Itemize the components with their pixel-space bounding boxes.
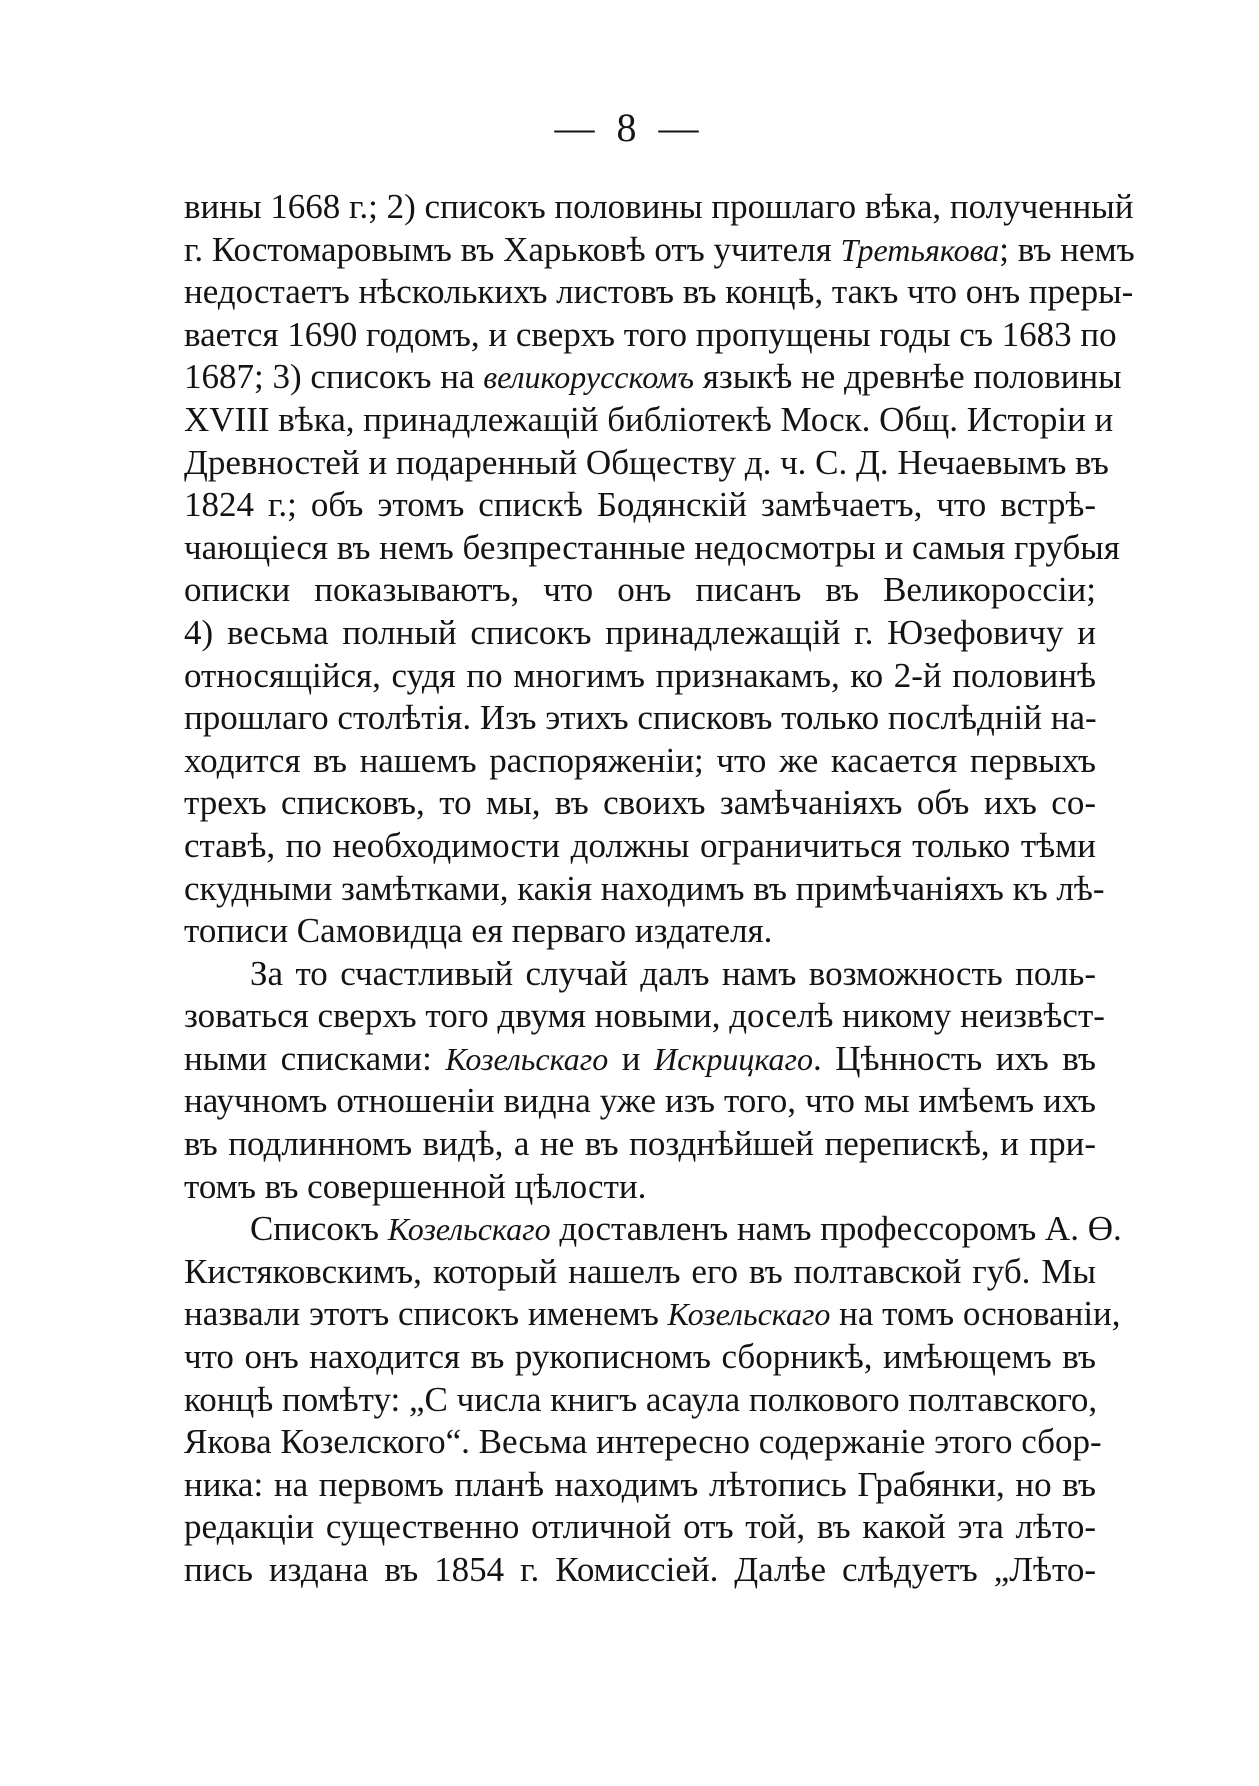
text-line <box>184 1123 1096 1166</box>
text-run: Списокъ <box>250 1209 388 1249</box>
text-line <box>184 186 1134 229</box>
text-run: пись издана въ 1854 г. Комиссіей. Далѣе слѣдуетъ „Лѣто- <box>184 1550 1096 1589</box>
text-run: зоваться сверхъ того двумя новыми, доселѣ никому неизвѣст- <box>184 996 1105 1036</box>
text-line <box>184 314 1117 357</box>
text-line <box>184 484 1096 527</box>
text-run: 4) весьма полный списокъ принадлежащій г. Юзефовичу и <box>184 612 1096 652</box>
text-line <box>184 1464 1096 1507</box>
text-line <box>184 612 1096 655</box>
text-run: ставѣ, по необходимости должны ограничиться только тѣми <box>184 825 1096 865</box>
text-line <box>184 697 1096 740</box>
text-line <box>184 271 1134 314</box>
text-run: вины 1668 г.; 2) списокъ половины прошлаго вѣка, полученный <box>184 187 1134 226</box>
text-run: ; въ немъ <box>999 229 1135 269</box>
text-run: . Цѣнность ихъ въ <box>812 1038 1096 1078</box>
text-run: ходится въ нашемъ распоряженіи; что же касается первыхъ <box>184 740 1096 780</box>
text-line <box>184 825 1096 868</box>
text-run: тописи Самовидца ея перваго издателя. <box>184 911 773 951</box>
text-run: Якова Козелского“. Весьма интересно содержаніе этого сбор- <box>184 1422 1102 1462</box>
text-run: на томъ основаніи, <box>830 1294 1121 1334</box>
page-number: — 8 — <box>554 105 705 150</box>
text-run: Древностей и подаренный Обществу д. ч. С. Д. Нечаевымъ въ <box>184 442 1109 482</box>
text-run: редакціи существенно отличной отъ той, въ какой эта лѣто- <box>184 1507 1096 1547</box>
text-run: доставленъ намъ профессоромъ А. Ө. <box>550 1209 1122 1249</box>
text-run: г. Костомаровымъ въ Харьковѣ отъ учителя <box>184 229 841 269</box>
text-run: 1824 г.; объ этомъ спискѣ Бодянскій замѣчаетъ, что встрѣ- <box>184 485 1096 525</box>
text-line <box>184 1549 1096 1592</box>
text-run: томъ въ совершенной цѣлости. <box>184 1166 647 1206</box>
text-run: концѣ помѣту: „С числа книгъ асаула полкового полтавского, <box>184 1379 1098 1419</box>
text-run: прошлаго столѣтія. Изъ этихъ списковъ только послѣдній на- <box>184 698 1097 738</box>
text-line <box>184 229 1135 272</box>
text-run: За то счастливый случай далъ намъ возможность поль- <box>250 953 1096 993</box>
text-line <box>184 1251 1096 1294</box>
paragraph-start-line <box>184 953 1096 996</box>
text-run: Кистяковскимъ, который нашелъ его въ полтавской губ. Мы <box>184 1251 1096 1291</box>
italic-name: Козельскаго <box>667 1296 831 1333</box>
text-line <box>184 910 1096 953</box>
text-run: что онъ находится въ рукописномъ сборникѣ, имѣющемъ въ <box>184 1337 1096 1377</box>
text-run: XVIII вѣка, принадлежащій библіотекѣ Моск. Общ. Исторіи и <box>184 399 1114 439</box>
text-line <box>184 1421 1102 1464</box>
text-run: 1687; 3) списокъ на <box>184 357 484 397</box>
text-run: научномъ отношеніи видна уже изъ того, что мы имѣемъ ихъ <box>184 1081 1096 1121</box>
text-run: назвали этотъ списокъ именемъ <box>184 1294 668 1334</box>
text-line <box>184 442 1109 485</box>
text-line <box>184 1293 1121 1336</box>
text-run: ными списками: <box>184 1038 446 1078</box>
italic-name: Искрицкаго <box>654 1040 813 1077</box>
text-line <box>184 868 1105 911</box>
paragraph-start-line <box>184 1208 1122 1251</box>
text-line <box>184 655 1096 698</box>
text-run: скудными замѣтками, какія находимъ въ примѣчаніяхъ къ лѣ- <box>184 868 1105 908</box>
text-run: ника: на первомъ планѣ находимъ лѣтопись Грабянки, но въ <box>184 1464 1096 1504</box>
text-run: относящійся, судя по многимъ признакамъ, ко 2-й половинѣ <box>184 655 1096 695</box>
text-line <box>184 1038 1096 1081</box>
text-run: описки показываютъ, что онъ писанъ въ Великороссіи; <box>184 570 1096 610</box>
text-run: вается 1690 годомъ, и сверхъ того пропущены годы съ 1683 по <box>184 314 1117 354</box>
text-line <box>184 356 1122 399</box>
text-line <box>184 1080 1096 1123</box>
text-line <box>184 1166 1096 1209</box>
text-line <box>184 782 1096 825</box>
text-line <box>184 399 1114 442</box>
body-text <box>184 186 1135 1592</box>
text-run: недостаетъ нѣсколькихъ листовъ въ концѣ, такъ что онъ преры- <box>184 272 1134 312</box>
text-line <box>184 1379 1096 1422</box>
text-run: трехъ списковъ, то мы, въ своихъ замѣчаніяхъ объ ихъ со- <box>184 783 1096 823</box>
text-run: и <box>608 1038 655 1078</box>
text-line <box>184 1336 1096 1379</box>
italic-name: Третьякова <box>840 231 1000 268</box>
italic-word: великорусскомъ <box>483 359 695 396</box>
text-line <box>184 740 1096 783</box>
text-line <box>184 995 1105 1038</box>
text-line <box>184 527 1120 570</box>
text-run: въ подлинномъ видѣ, а не въ позднѣйшей перепискѣ, и при- <box>184 1124 1096 1164</box>
text-line <box>184 569 1096 612</box>
italic-name: Козельскаго <box>387 1211 551 1248</box>
italic-name: Козельскаго <box>445 1040 609 1077</box>
text-run: чающіеся въ немъ безпрестанные недосмотры и самыя грубыя <box>184 527 1120 567</box>
text-run: языкѣ не древнѣе половины <box>694 357 1122 397</box>
text-line <box>184 1506 1096 1549</box>
